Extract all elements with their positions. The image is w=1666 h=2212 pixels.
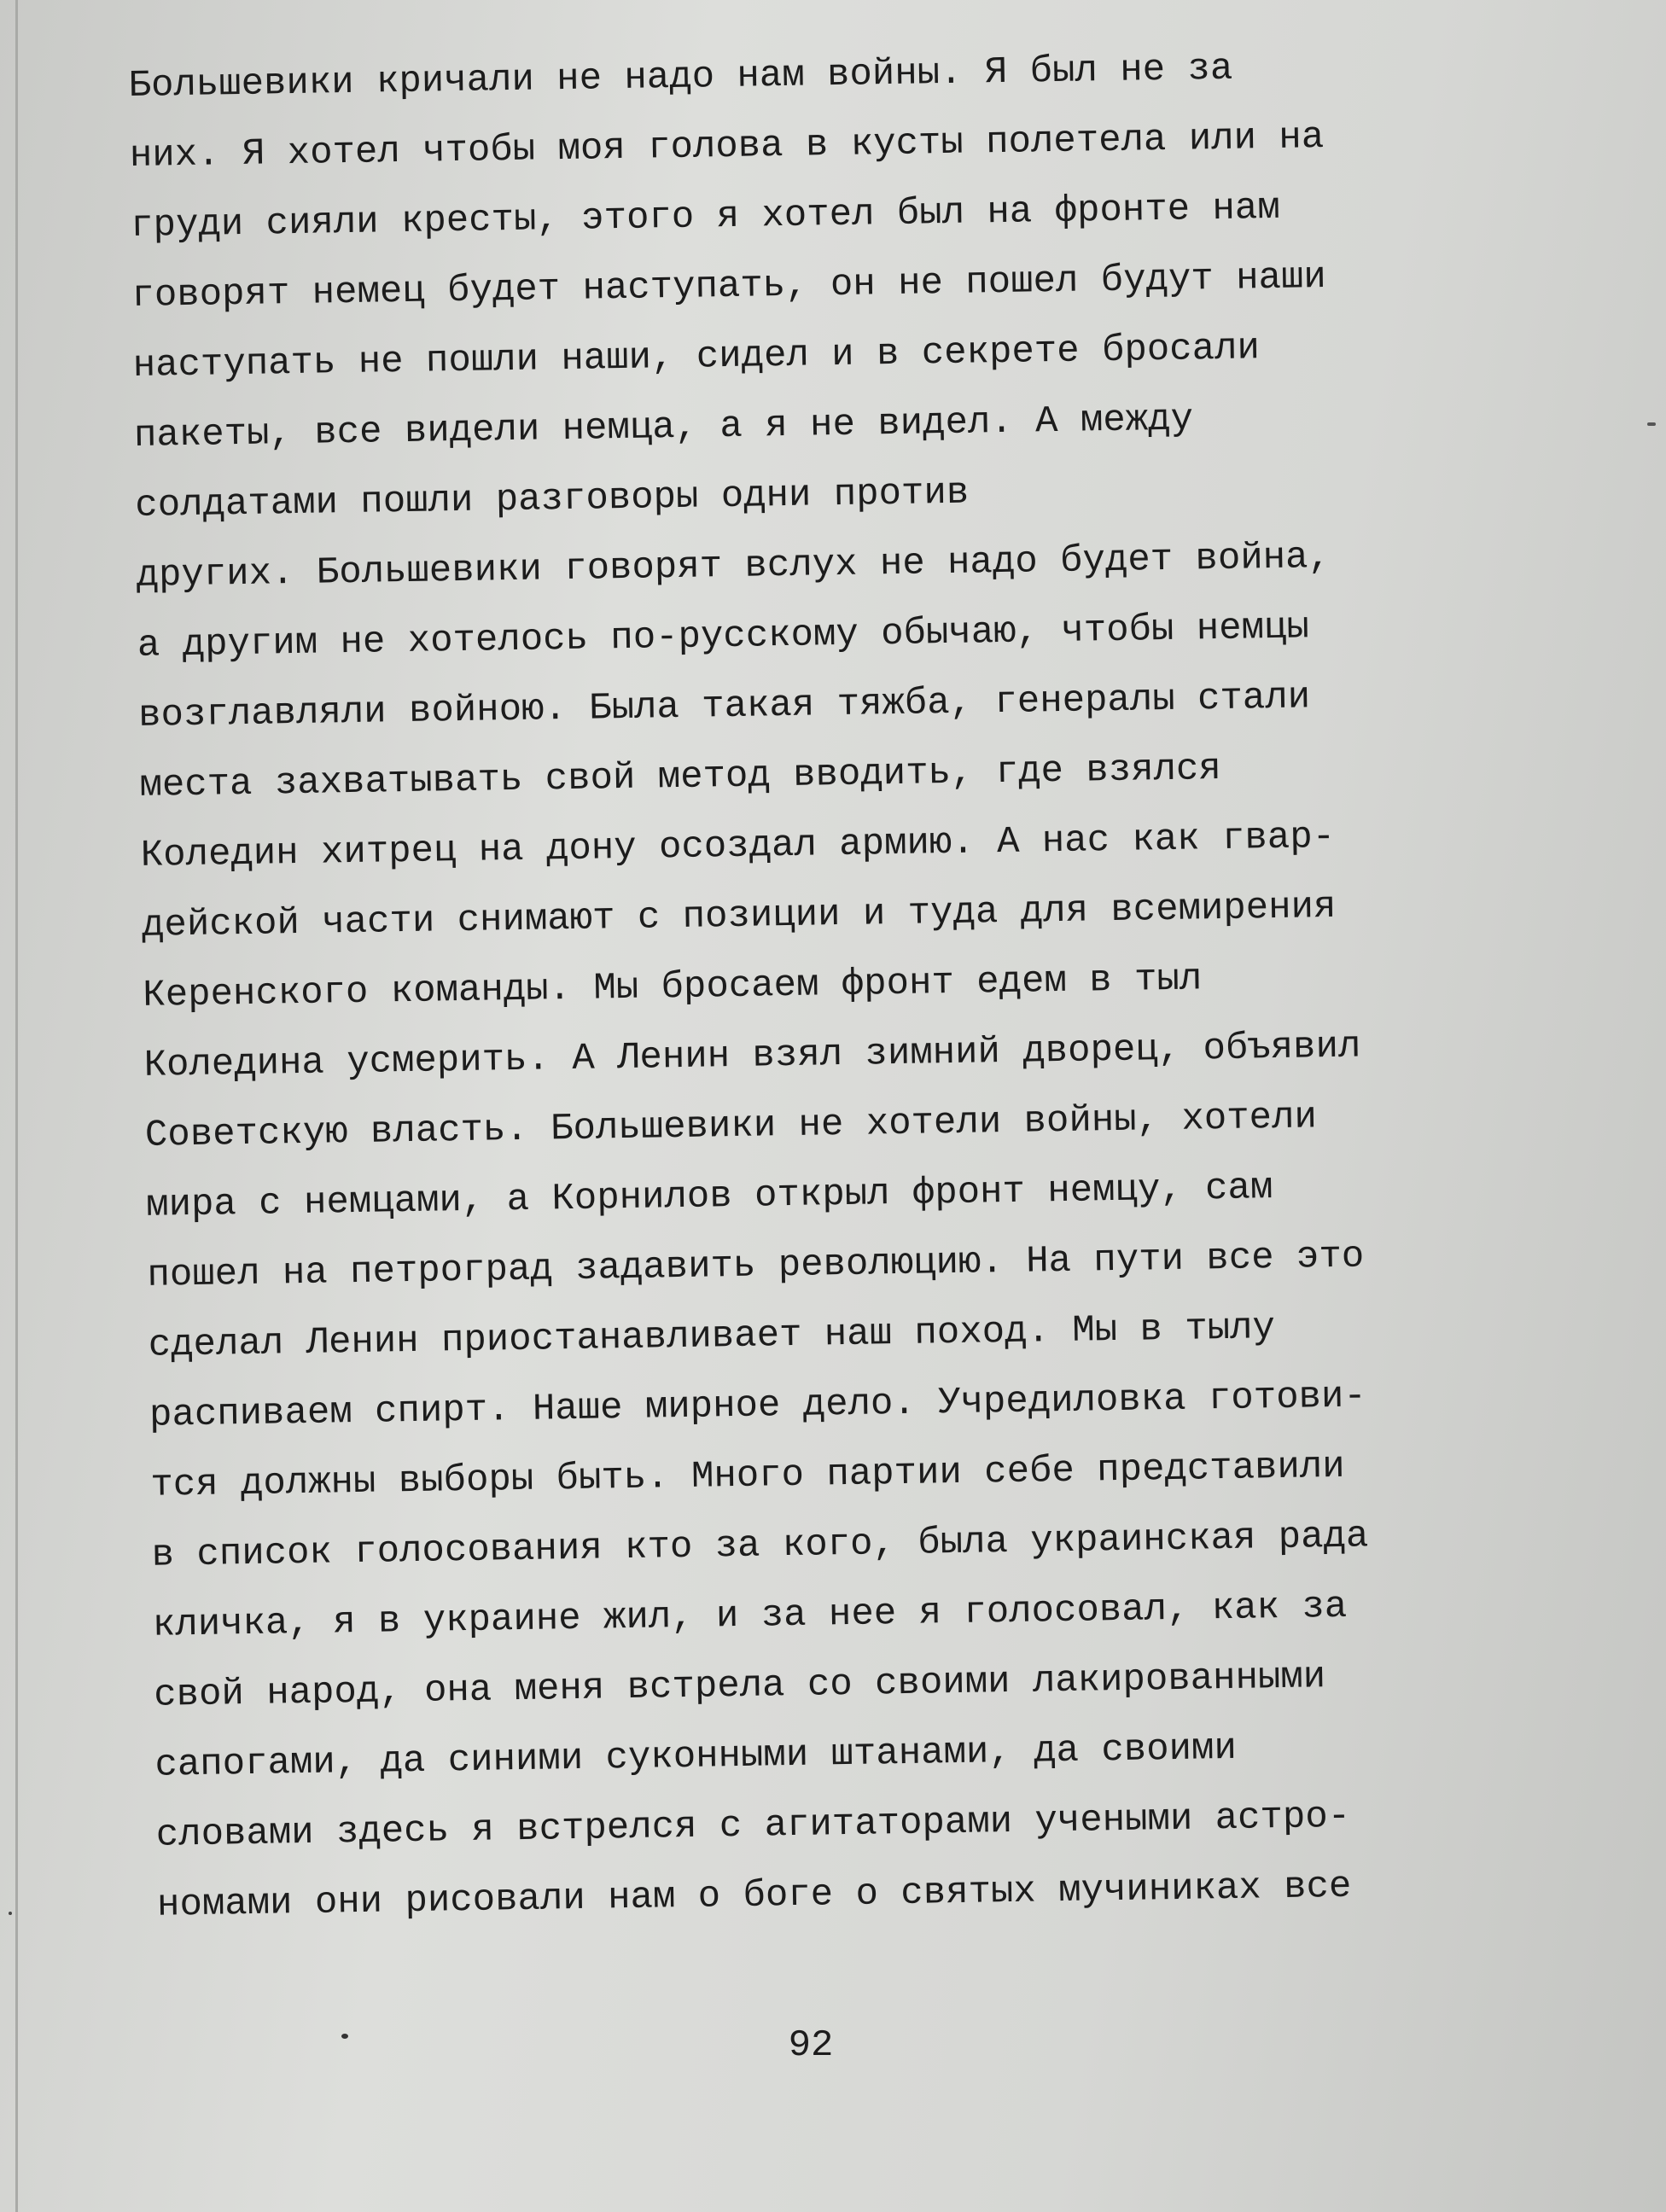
- page-number: 92: [788, 2024, 834, 2067]
- text-line: говорят немец будет наступать, он не пошел будут наши: [131, 255, 1327, 317]
- text-line: дейской части снимают с позиции и туда для всемирения: [141, 885, 1337, 947]
- text-line: словами здесь я встрелся с агитаторами учеными астро-: [155, 1795, 1351, 1857]
- text-line: Советскую власть. Большевики не хотели войны, хотели: [144, 1096, 1318, 1157]
- text-line: наступать не пошли наши, сидел и в секрете бросали: [132, 327, 1261, 387]
- text-line: свой народ, она меня встрела со своими лакированными: [153, 1656, 1326, 1717]
- page-edge: [15, 0, 18, 2212]
- text-line: солдатами пошли разговоры одни против: [134, 471, 970, 527]
- text-line: а другим не хотелось по-русскому обычаю, чтобы немцы: [137, 606, 1310, 667]
- text-line: места захватывать свой метод вводить, где взялся: [139, 747, 1222, 807]
- text-line: тся должны выборы быть. Много партии себе представили: [150, 1445, 1346, 1507]
- text-line: номами они рисовали нам о боге о святых мучиниках все: [156, 1865, 1352, 1927]
- ink-speck: [9, 1912, 12, 1915]
- text-line: кличка, я в украине жил, и за нее я голосовал, как за: [152, 1585, 1348, 1647]
- text-line: сделал Ленин приостанавливает наш поход. Мы в тылу: [148, 1307, 1276, 1367]
- body-text: [128, 29, 1558, 1979]
- text-line: Коледина усмерить. А Ленин взял зимний дворец, объявил: [143, 1025, 1361, 1087]
- text-line: Коледин хитрец на дону осоздал армию. А нас как гвар-: [140, 815, 1336, 877]
- text-line: груди сияли кресты, этого я хотел был на фронте нам: [130, 186, 1281, 247]
- text-line: Большевики кричали не надо нам войны. Я был не за: [128, 47, 1233, 108]
- text-line: возглавляли войною. Была такая тяжба, генералы стали: [137, 676, 1311, 737]
- text-line: распиваем спирт. Наше мирное дело. Учредиловка готови-: [149, 1375, 1367, 1437]
- text-line: пакеты, все видели немца, а я не видел. А между: [133, 398, 1194, 457]
- text-line: них. Я хотел чтобы моя голова в кусты полетела или на: [129, 116, 1325, 178]
- text-line: пошел на петроград задавить революцию. На пути все это: [147, 1235, 1365, 1297]
- text-line: сапогами, да синими суконными штанами, да своими: [154, 1726, 1238, 1787]
- ink-speck: [1647, 422, 1656, 426]
- text-line: Керенского команды. Мы бросаем фронт едем в тыл: [142, 958, 1203, 1017]
- text-line: других. Большевики говорят вслух не надо будет война,: [136, 535, 1331, 597]
- ink-speck: [341, 2034, 348, 2039]
- text-line: мира с немцами, а Корнилов открыл фронт немцу, сам: [145, 1167, 1273, 1227]
- text-line: в список голосования кто за кого, была украинская рада: [151, 1515, 1369, 1577]
